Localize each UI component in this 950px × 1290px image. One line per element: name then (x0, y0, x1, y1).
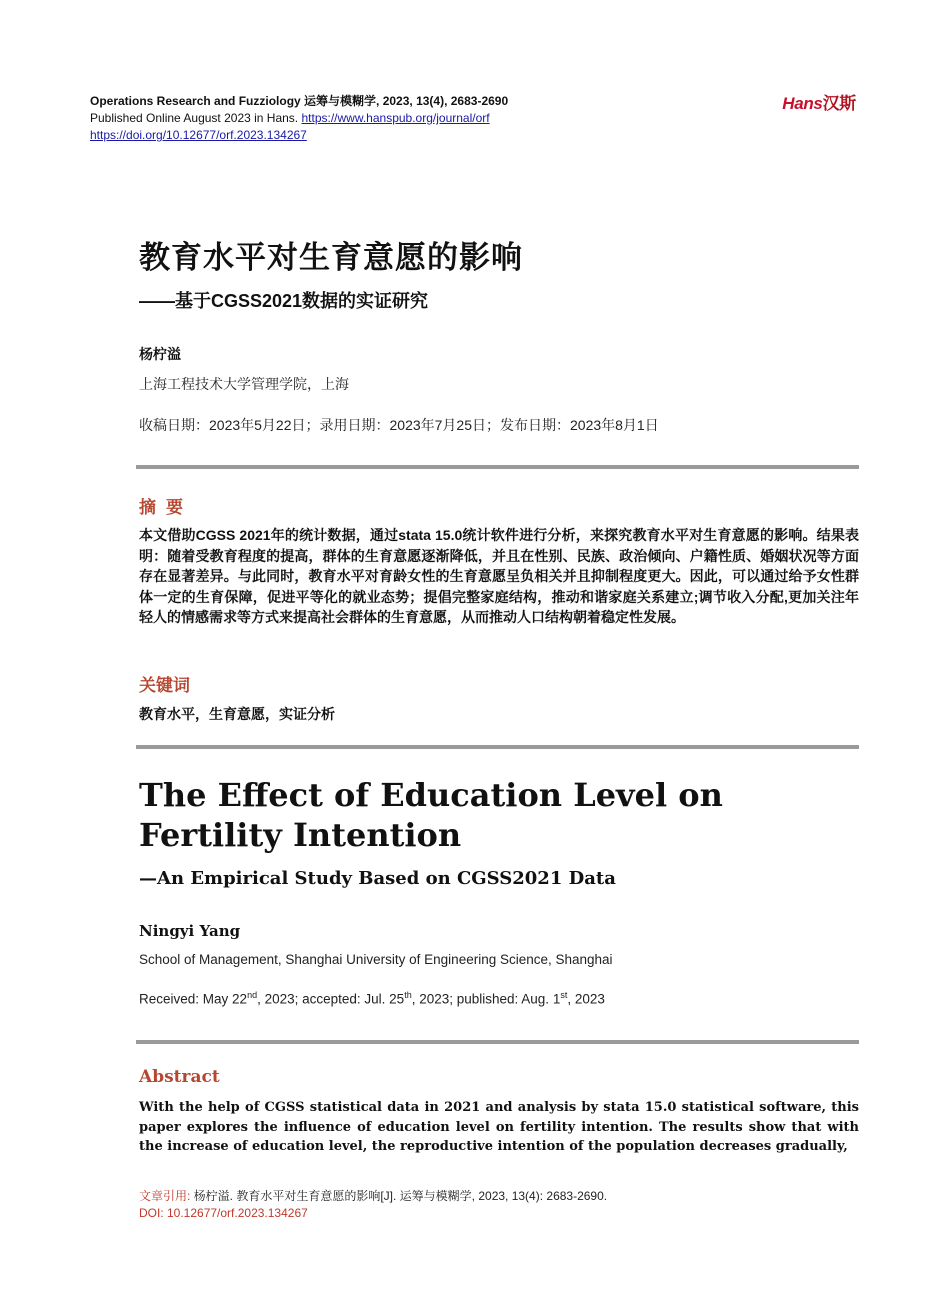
en-dates (139, 990, 605, 1007)
citation-text: 杨柠溢. 教育水平对生育意愿的影响[J]. 运筹与模糊学, 2023, 13(4): 2683-2690. (190, 1189, 608, 1203)
divider-rule (136, 465, 859, 469)
divider-rule (136, 745, 859, 749)
cn-dates: 收稿日期：2023年5月22日；录用日期：2023年7月25日；发布日期：2023年8月1日 (139, 417, 659, 433)
en-abstract-body: With the help of CGSS statistical data in 2021 and analysis by stata 15.0 statistical software, this paper explores the influence of education level on fertility intention. The results show that with the increase of education level, the reproductive intention of the population decreases gradually, (139, 1100, 859, 1154)
doi-url-link[interactable]: https://doi.org/10.12677/orf.2023.134267 (90, 128, 307, 142)
logo-text: Hans (782, 94, 823, 113)
cn-keywords-heading: 关键词 (139, 676, 190, 695)
citation (139, 1187, 607, 1205)
en-affiliation: School of Management, Shanghai University of Engineering Science, Shanghai (139, 952, 613, 967)
en-paper-subtitle: —An Empirical Study Based on CGSS2021 Data (139, 868, 616, 889)
journal-header (90, 93, 508, 144)
divider-rule (136, 1040, 859, 1044)
accepted-text: , 2023; accepted: Jul. 25 (257, 991, 405, 1007)
received-sup: nd (247, 990, 258, 1000)
published-text: Published Online August 2023 in Hans. (90, 111, 302, 125)
en-author: Ningyi Yang (139, 922, 241, 940)
citation-doi: DOI: 10.12677/orf.2023.134267 (139, 1206, 308, 1220)
cn-paper-subtitle: ——基于CGSS2021数据的实证研究 (139, 291, 429, 311)
journal-url-link[interactable]: https://www.hanspub.org/journal/orf (301, 111, 490, 125)
received-text: Received: May 22 (139, 991, 248, 1007)
citation-label: 文章引用: (139, 1189, 191, 1203)
cn-abstract-body: 本文借助CGSS 2021年的统计数据，通过stata 15.0统计软件进行分析，来探究教育水平对生育意愿的影响。结果表明：随着受教育程度的提高，群体的生育意愿逐渐降低，并且在性别、民族、政治倾向、户籍性质、婚姻状况等方面存在显著差异。与此同时，教育水平对育龄女性的生育意愿呈负相关并且抑制程度更大。因此，可以通过给予女性群体一定的生育保障，促进平等化的就业态势；提倡完整家庭结构，推动和谐家庭关系建立;调节收入分配,更加关注年轻人的情感需求等方式来提高社会群体的生育意愿，从而推动人口结构朝着稳定性发展。 (139, 527, 859, 625)
accepted-sup: th (404, 990, 412, 1000)
en-paper-title: The Effect of Education Level on Fertility Intention (139, 776, 723, 854)
journal-line: Operations Research and Fuzziology 运筹与模糊学, 2023, 13(4), 2683-2690 (90, 94, 509, 108)
hans-logo (782, 89, 856, 114)
dates-suffix: , 2023 (567, 991, 605, 1007)
cn-affiliation: 上海工程技术大学管理学院，上海 (139, 378, 349, 393)
cn-author: 杨柠溢 (139, 346, 181, 362)
published-date-text: , 2023; published: Aug. 1 (411, 991, 561, 1007)
logo-cn-text: 汉斯 (822, 94, 856, 113)
cn-abstract-heading: 摘要 (139, 498, 193, 517)
cn-keywords: 教育水平，生育意愿，实证分析 (139, 706, 335, 722)
cn-paper-title: 教育水平对生育意愿的影响 (139, 240, 523, 275)
published-line (90, 110, 508, 127)
published-sup: st (560, 990, 568, 1000)
en-abstract-heading: Abstract (139, 1067, 220, 1087)
